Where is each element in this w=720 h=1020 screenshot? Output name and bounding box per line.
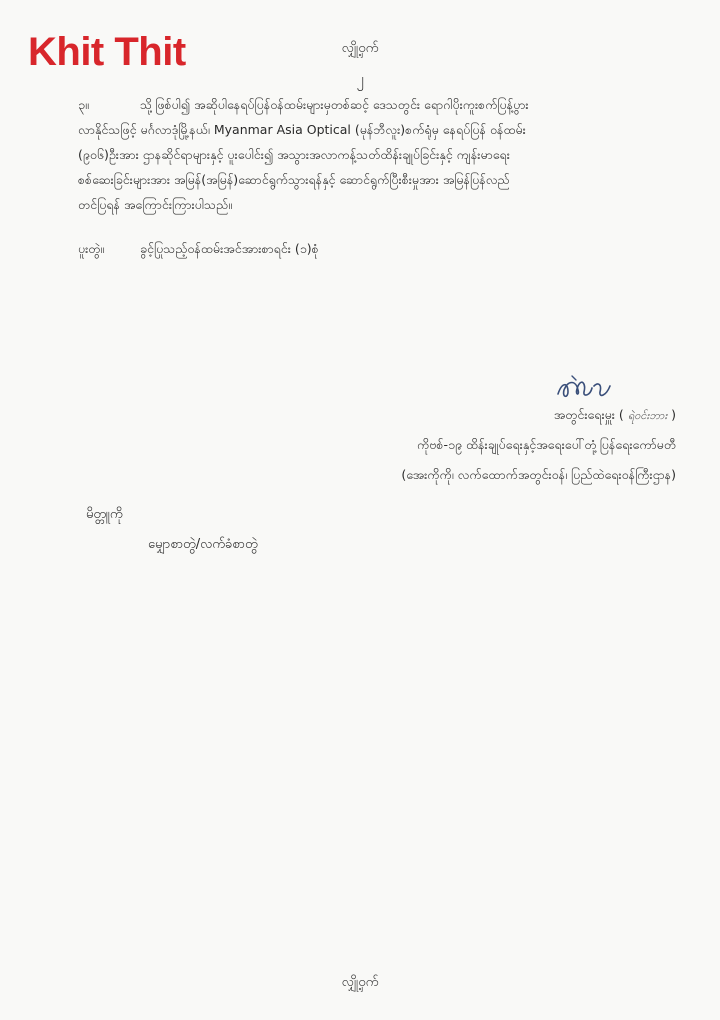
page-number: ၂ (356, 70, 364, 88)
paragraph-line: စစ်ဆေးခြင်းများအား အမြန်(အမြန်)ဆောင်ရွက်သွားရန်နှင့် ဆောင်ရွက်ပြီးစီးမှုအား အမြန်ပြန်လည် (78, 172, 510, 187)
attachment-text: ခွင့်ပြုသည့်ဝန်ထမ်းအင်အားစာရင်း (၁)စုံ (140, 241, 319, 256)
paragraph-line: လာနိုင်သဖြင့် မင်္ဂလာဒုံမြို့နယ်၊ Myanmar Asia Optical (မုန်ဘီလူး)စက်ရုံမှ နေရပ်ပြန် ဝန်ထမ်း (78, 122, 526, 137)
signature-committee: ကိုဗစ်-၁၉ ထိန်းချုပ်ရေးနှင့်အရေးပေါ်တုံ့ပြန်ရေးကော်မတီ (417, 437, 676, 452)
paragraph-number: ၃။ (78, 97, 89, 112)
cc-item: မျှောစာတွဲ/လက်ခံစာတွဲ (148, 537, 258, 552)
signatory-name: ရဲဝင်းဘား (627, 409, 668, 422)
paragraph-line: (၉၀၆)ဦးအား ဌာနဆိုင်ရာများနှင့် ပူးပေါင်း၍ အသွားအလာကန့်သတ်ထိန်းချုပ်ခြင်းနှင့် ကျန်းမာရေး (78, 147, 510, 162)
paragraph-line: တင်ပြရန် အကြောင်းကြားပါသည်။ (78, 197, 232, 212)
paragraph-line: ၃။ သို့ဖြစ်ပါ၍ အဆိုပါနေရပ်ပြန်ဝန်ထမ်းများမှတစ်ဆင့် ဒေသတွင်း ရောဂါပိုးကူးစက်ပြန့်ပွား (78, 92, 674, 117)
classification-bottom: လျှို့ဝှက် (341, 975, 379, 990)
watermark-logo: Khit Thit (28, 30, 186, 74)
paragraph-3 (78, 92, 674, 217)
attachment-label: ပူးတွဲ။ (78, 241, 105, 256)
signature-title: အတွင်းရေးမှူး ( ရဲဝင်းဘား ) (216, 400, 676, 431)
classification-top: လျှို့ဝှက် (341, 41, 379, 56)
attachment-line (78, 236, 674, 261)
signature-office: (အေးကိုကို၊ လက်ထောက်အတွင်းဝန်၊ ပြည်ထဲရေးဝန်ကြီးဌာန) (401, 467, 676, 482)
cc-label: မိတ္တူကို (86, 507, 123, 522)
